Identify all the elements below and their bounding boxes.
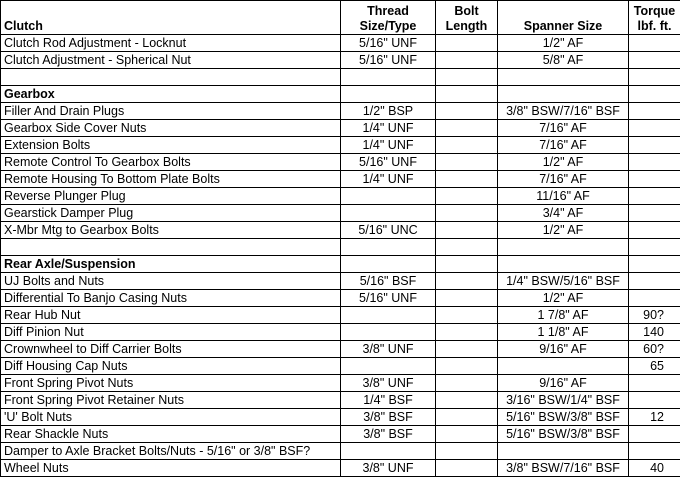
cell-description: Gearbox	[1, 86, 341, 103]
cell-thread-size: 3/8" BSF	[341, 426, 436, 443]
cell-thread-size: 5/16" UNF	[341, 52, 436, 69]
cell-bolt-length	[436, 392, 498, 409]
cell-bolt-length	[436, 290, 498, 307]
cell-torque: 12	[629, 409, 680, 426]
cell-thread-size: 3/8" UNF	[341, 375, 436, 392]
cell-thread-size: 3/8" UNF	[341, 460, 436, 477]
blank-row	[1, 239, 680, 256]
cell-description: Differential To Banjo Casing Nuts	[1, 290, 341, 307]
table-row	[1, 460, 680, 477]
cell-thread-size	[341, 324, 436, 341]
cell-thread-size: 1/4" BSF	[341, 392, 436, 409]
cell-bolt-length	[436, 120, 498, 137]
cell-torque	[629, 222, 680, 239]
cell-torque	[629, 392, 680, 409]
cell-bolt-length	[436, 256, 498, 273]
cell-description: Gearbox Side Cover Nuts	[1, 120, 341, 137]
cell-thread-size: 1/4" UNF	[341, 137, 436, 154]
cell-description: Remote Housing To Bottom Plate Bolts	[1, 171, 341, 188]
cell-description: 'U' Bolt Nuts	[1, 409, 341, 426]
cell-torque	[629, 188, 680, 205]
cell-spanner-size	[498, 239, 629, 256]
cell-torque: 90?	[629, 307, 680, 324]
cell-torque	[629, 86, 680, 103]
cell-description: Diff Pinion Nut	[1, 324, 341, 341]
table-row	[1, 307, 680, 324]
cell-thread-size	[341, 188, 436, 205]
cell-spanner-size: 1/2" AF	[498, 154, 629, 171]
header-torque-line1: Torque	[633, 4, 676, 18]
cell-bolt-length	[436, 222, 498, 239]
cell-thread-size	[341, 239, 436, 256]
table-row	[1, 52, 680, 69]
cell-description: Front Spring Pivot Nuts	[1, 375, 341, 392]
table-row	[1, 341, 680, 358]
cell-torque	[629, 69, 680, 86]
cell-spanner-size	[498, 86, 629, 103]
header-bolt-line2: Length	[445, 19, 488, 33]
cell-spanner-size: 5/8" AF	[498, 52, 629, 69]
cell-spanner-size	[498, 256, 629, 273]
cell-bolt-length	[436, 86, 498, 103]
cell-description: UJ Bolts and Nuts	[1, 273, 341, 290]
cell-torque	[629, 171, 680, 188]
header-thread-line1: Thread	[367, 4, 409, 18]
cell-description	[1, 239, 341, 256]
cell-description	[1, 69, 341, 86]
cell-description: Rear Shackle Nuts	[1, 426, 341, 443]
table-row	[1, 188, 680, 205]
cell-spanner-size	[498, 69, 629, 86]
cell-description: Wheel Nuts	[1, 460, 341, 477]
cell-thread-size: 3/8" UNF	[341, 341, 436, 358]
cell-description: Extension Bolts	[1, 137, 341, 154]
table-row	[1, 392, 680, 409]
cell-spanner-size	[498, 358, 629, 375]
cell-bolt-length	[436, 239, 498, 256]
cell-bolt-length	[436, 52, 498, 69]
header-spanner-size: Spanner Size	[498, 1, 629, 35]
cell-thread-size: 5/16" BSF	[341, 273, 436, 290]
cell-description: Rear Hub Nut	[1, 307, 341, 324]
table-row	[1, 324, 680, 341]
cell-bolt-length	[436, 307, 498, 324]
table-row	[1, 137, 680, 154]
table-row	[1, 103, 680, 120]
cell-bolt-length	[436, 103, 498, 120]
cell-torque	[629, 443, 680, 460]
cell-description: Clutch Rod Adjustment - Locknut	[1, 35, 341, 52]
cell-description: X-Mbr Mtg to Gearbox Bolts	[1, 222, 341, 239]
cell-spanner-size: 9/16" AF	[498, 375, 629, 392]
table-row	[1, 358, 680, 375]
cell-description: Clutch Adjustment - Spherical Nut	[1, 52, 341, 69]
header-description: Clutch	[1, 1, 341, 35]
cell-spanner-size: 1/2" AF	[498, 35, 629, 52]
cell-torque	[629, 137, 680, 154]
cell-torque	[629, 426, 680, 443]
cell-spanner-size: 1/2" AF	[498, 222, 629, 239]
cell-bolt-length	[436, 460, 498, 477]
cell-bolt-length	[436, 137, 498, 154]
cell-torque: 60?	[629, 341, 680, 358]
cell-bolt-length	[436, 205, 498, 222]
cell-spanner-size: 7/16" AF	[498, 137, 629, 154]
cell-torque	[629, 375, 680, 392]
cell-torque	[629, 120, 680, 137]
cell-spanner-size: 7/16" AF	[498, 120, 629, 137]
cell-thread-size: 1/2" BSP	[341, 103, 436, 120]
header-torque	[629, 1, 680, 35]
cell-thread-size	[341, 307, 436, 324]
cell-torque	[629, 35, 680, 52]
cell-torque	[629, 273, 680, 290]
cell-description: Filler And Drain Plugs	[1, 103, 341, 120]
cell-description: Remote Control To Gearbox Bolts	[1, 154, 341, 171]
table-row	[1, 273, 680, 290]
cell-torque	[629, 256, 680, 273]
cell-thread-size	[341, 86, 436, 103]
cell-spanner-size: 1/2" AF	[498, 290, 629, 307]
table-row	[1, 290, 680, 307]
cell-spanner-size: 7/16" AF	[498, 171, 629, 188]
cell-spanner-size: 3/4" AF	[498, 205, 629, 222]
cell-spanner-size: 1 7/8" AF	[498, 307, 629, 324]
cell-torque	[629, 205, 680, 222]
table-row	[1, 205, 680, 222]
header-bolt-length	[436, 1, 498, 35]
header-torque-line2: lbf. ft.	[637, 19, 672, 33]
cell-bolt-length	[436, 409, 498, 426]
cell-torque: 40	[629, 460, 680, 477]
cell-spanner-size: 1/4" BSW/5/16" BSF	[498, 273, 629, 290]
cell-bolt-length	[436, 324, 498, 341]
table-row	[1, 409, 680, 426]
cell-bolt-length	[436, 426, 498, 443]
cell-torque	[629, 290, 680, 307]
cell-torque	[629, 154, 680, 171]
table-row	[1, 35, 680, 52]
cell-torque	[629, 52, 680, 69]
cell-thread-size	[341, 256, 436, 273]
cell-spanner-size: 3/16" BSW/1/4" BSF	[498, 392, 629, 409]
cell-thread-size: 1/4" UNF	[341, 171, 436, 188]
cell-spanner-size: 9/16" AF	[498, 341, 629, 358]
cell-bolt-length	[436, 188, 498, 205]
table-row	[1, 426, 680, 443]
cell-description: Rear Axle/Suspension	[1, 256, 341, 273]
cell-bolt-length	[436, 358, 498, 375]
header-thread-size	[341, 1, 436, 35]
cell-thread-size: 5/16" UNC	[341, 222, 436, 239]
table-row	[1, 154, 680, 171]
section-heading-row	[1, 86, 680, 103]
cell-spanner-size: 11/16" AF	[498, 188, 629, 205]
cell-description: Front Spring Pivot Retainer Nuts	[1, 392, 341, 409]
cell-thread-size	[341, 69, 436, 86]
cell-thread-size: 5/16" UNF	[341, 154, 436, 171]
cell-bolt-length	[436, 341, 498, 358]
cell-spanner-size: 1 1/8" AF	[498, 324, 629, 341]
cell-bolt-length	[436, 35, 498, 52]
cell-description: Reverse Plunger Plug	[1, 188, 341, 205]
cell-thread-size: 3/8" BSF	[341, 409, 436, 426]
cell-spanner-size: 3/8" BSW/7/16" BSF	[498, 460, 629, 477]
table-row	[1, 171, 680, 188]
cell-bolt-length	[436, 154, 498, 171]
header-bolt-line1: Bolt	[454, 4, 479, 18]
cell-thread-size	[341, 443, 436, 460]
cell-description: Damper to Axle Bracket Bolts/Nuts - 5/16" or 3/8" BSF?	[1, 443, 341, 460]
cell-thread-size	[341, 205, 436, 222]
cell-spanner-size	[498, 443, 629, 460]
table-body	[1, 35, 680, 477]
cell-thread-size: 5/16" UNF	[341, 290, 436, 307]
cell-bolt-length	[436, 171, 498, 188]
cell-torque: 140	[629, 324, 680, 341]
table-row	[1, 375, 680, 392]
cell-thread-size: 5/16" UNF	[341, 35, 436, 52]
table-row	[1, 443, 680, 460]
cell-description: Diff Housing Cap Nuts	[1, 358, 341, 375]
cell-spanner-size: 3/8" BSW/7/16" BSF	[498, 103, 629, 120]
cell-spanner-size: 5/16" BSW/3/8" BSF	[498, 426, 629, 443]
cell-thread-size	[341, 358, 436, 375]
cell-torque: 65	[629, 358, 680, 375]
cell-torque	[629, 103, 680, 120]
header-row	[1, 1, 680, 35]
cell-thread-size: 1/4" UNF	[341, 120, 436, 137]
cell-description: Crownwheel to Diff Carrier Bolts	[1, 341, 341, 358]
blank-row	[1, 69, 680, 86]
cell-description: Gearstick Damper Plug	[1, 205, 341, 222]
cell-bolt-length	[436, 443, 498, 460]
cell-torque	[629, 239, 680, 256]
header-thread-line2: Size/Type	[359, 19, 417, 33]
cell-bolt-length	[436, 375, 498, 392]
cell-bolt-length	[436, 273, 498, 290]
section-heading-row	[1, 256, 680, 273]
table-row	[1, 120, 680, 137]
cell-bolt-length	[436, 69, 498, 86]
cell-spanner-size: 5/16" BSW/3/8" BSF	[498, 409, 629, 426]
table-row	[1, 222, 680, 239]
